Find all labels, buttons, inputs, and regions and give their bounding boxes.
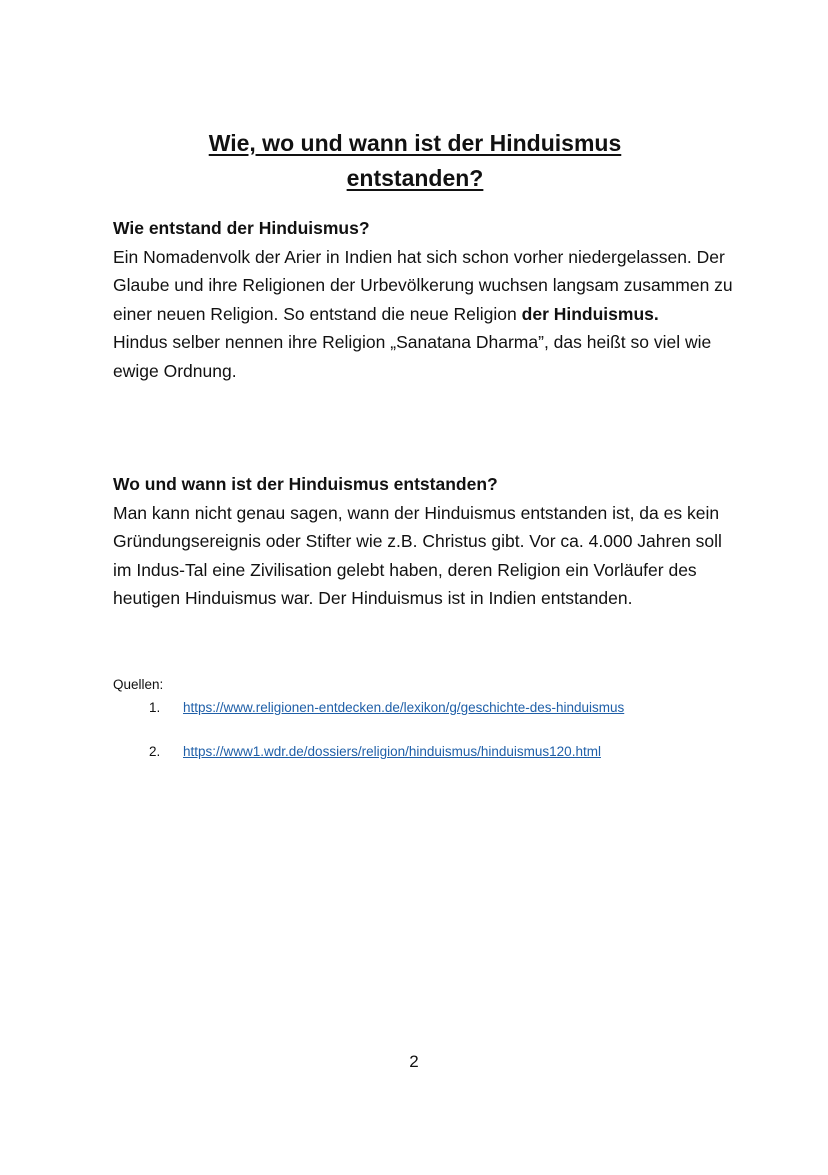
source-item — [113, 741, 733, 763]
section-how-paragraph-2: Hindus selber nennen ihre Religion „Sanatana Dharma”, das heißt so viel wie ewige Ordnung. — [113, 332, 712, 381]
section-heading-how: Wie entstand der Hinduismus? — [113, 218, 370, 238]
page-number: 2 — [409, 1052, 419, 1071]
section-where-when — [113, 470, 733, 613]
section-heading-where-when: Wo und wann ist der Hinduismus entstanden? — [113, 474, 498, 494]
section-where-when-paragraph: Man kann nicht genau sagen, wann der Hinduismus entstanden ist, da es kein Gründungsereignis oder Stifter wie z.B. Christus gibt. Vor ca. 4.000 Jahren soll im Indus-Tal eine Zivilisation gelebt haben, deren Religion ein Vorläufer des heutigen Hinduismus war. Der Hinduismus ist in Indien entstanden. — [113, 502, 722, 609]
source-link-1[interactable]: https://www.religionen-entdecken.de/lexikon/g/geschichte-des-hinduismus — [183, 700, 625, 715]
source-number: 2. — [149, 744, 161, 759]
page-title: Wie, wo und wann ist der Hinduismus entstanden? — [208, 130, 622, 191]
section-how-bold-text: der Hinduismus. — [521, 303, 659, 324]
source-link-2[interactable]: https://www1.wdr.de/dossiers/religion/hinduismus/hinduismus120.html — [183, 744, 601, 759]
sources-block — [113, 674, 733, 763]
source-item — [113, 697, 733, 719]
sources-label: Quellen: — [113, 677, 164, 692]
sources-list — [113, 697, 733, 763]
section-how — [113, 214, 733, 386]
section-how-text: Ein Nomadenvolk der Arier in Indien hat sich schon vorher niedergelassen. Der Glaube und ihre Religionen der Urbevölkerung wuchsen langsam zusammen zu einer neuen Religion. So entstand die neue Religion — [113, 246, 733, 324]
section-how-paragraph-1 — [113, 243, 733, 329]
source-number: 1. — [149, 700, 161, 715]
